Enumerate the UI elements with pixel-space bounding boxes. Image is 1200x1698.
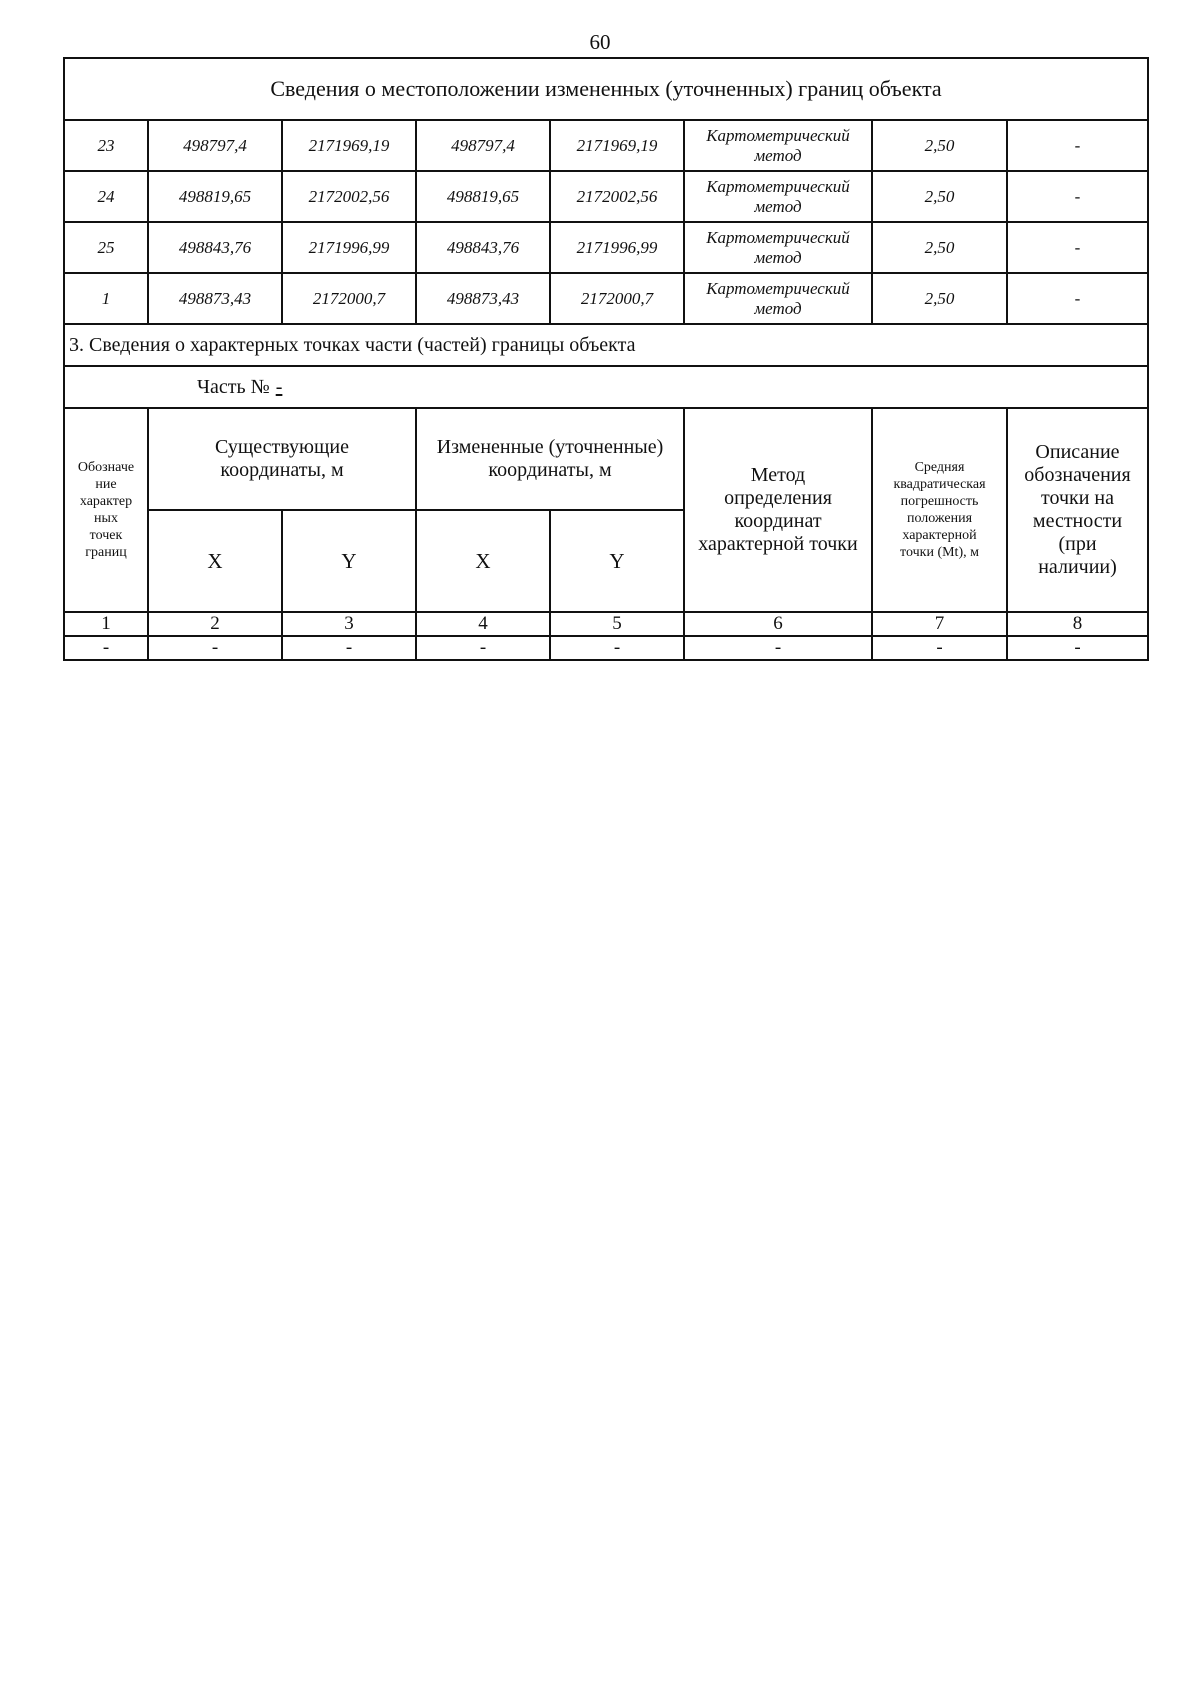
cell-existing-x: 498873,43: [148, 273, 282, 324]
cell-changed-x: 498797,4: [416, 120, 550, 171]
boundary-table: [63, 57, 1149, 661]
page-number: 60: [589, 30, 611, 54]
cell-description: -: [1007, 222, 1148, 273]
cell-point: 25: [64, 222, 148, 273]
header-line: Обозначе: [77, 460, 135, 475]
cell-existing-x: 498843,76: [148, 222, 282, 273]
cell-changed-y: 2172002,56: [550, 171, 684, 222]
cell-changed-x: 498819,65: [416, 171, 550, 222]
method-line: Картометрический: [706, 176, 850, 196]
empty-cell: -: [282, 636, 416, 660]
cell-description: -: [1007, 120, 1148, 171]
header-changed-y: Y: [550, 510, 684, 612]
cell-method: [684, 273, 872, 324]
header-line: местности: [1032, 510, 1123, 532]
part-value: -: [275, 375, 283, 398]
header-line: характерной: [902, 528, 977, 543]
cell-existing-y: 2172000,7: [282, 273, 416, 324]
cell-method: [684, 222, 872, 273]
cell-point: 24: [64, 171, 148, 222]
empty-cell: -: [148, 636, 282, 660]
header-line: координаты, м: [488, 459, 612, 481]
header-line: точки (Mt), м: [900, 545, 979, 560]
empty-cell: -: [550, 636, 684, 660]
cell-existing-y: 2172002,56: [282, 171, 416, 222]
column-number: 1: [64, 612, 148, 636]
cell-method: [684, 171, 872, 222]
header-line: точки на: [1040, 487, 1115, 509]
header-changed-x: X: [416, 510, 550, 612]
header-line: квадратическая: [893, 477, 986, 492]
header-line: ние: [95, 477, 117, 492]
table-row: [64, 171, 1148, 222]
cell-changed-y: 2172000,7: [550, 273, 684, 324]
header-point-designation: [64, 408, 148, 612]
empty-cell: -: [64, 636, 148, 660]
header-line: Измененные (уточненные): [436, 436, 664, 458]
header-changed-coords: [416, 408, 684, 510]
header-line: границ: [85, 545, 127, 560]
method-line: метод: [754, 196, 802, 216]
table-row: [64, 273, 1148, 324]
method-line: Картометрический: [706, 125, 850, 145]
part-label: Часть №: [197, 375, 270, 398]
cell-point: 1: [64, 273, 148, 324]
header-line: Описание: [1035, 441, 1120, 463]
header-line: координаты, м: [220, 459, 344, 481]
empty-data-row: [64, 636, 1148, 660]
header-line: наличии): [1038, 556, 1117, 578]
header-line: Существующие: [215, 436, 349, 458]
method-line: метод: [754, 247, 802, 267]
table-row: [64, 222, 1148, 273]
column-number: 6: [684, 612, 872, 636]
header-accuracy: [872, 408, 1007, 612]
cell-method: [684, 120, 872, 171]
section-3-title: 3. Сведения о характерных точках части (частей) границы объекта: [64, 324, 1148, 366]
header-line: Средняя: [914, 460, 965, 475]
cell-accuracy: 2,50: [872, 273, 1007, 324]
empty-cell: -: [684, 636, 872, 660]
empty-cell: -: [872, 636, 1007, 660]
cell-accuracy: 2,50: [872, 222, 1007, 273]
method-line: метод: [754, 298, 802, 318]
header-existing-y: Y: [282, 510, 416, 612]
header-line: (при: [1058, 533, 1097, 555]
cell-changed-x: 498843,76: [416, 222, 550, 273]
header-line: Метод: [750, 464, 806, 486]
cell-existing-y: 2171996,99: [282, 222, 416, 273]
method-line: Картометрический: [706, 227, 850, 247]
cell-changed-x: 498873,43: [416, 273, 550, 324]
empty-cell: -: [1007, 636, 1148, 660]
header-line: определения: [724, 487, 832, 509]
cell-description: -: [1007, 273, 1148, 324]
header-line: положения: [906, 511, 973, 526]
header-existing-coords: [148, 408, 416, 510]
column-number: 4: [416, 612, 550, 636]
column-number: 3: [282, 612, 416, 636]
cell-existing-x: 498797,4: [148, 120, 282, 171]
column-number: 5: [550, 612, 684, 636]
cell-accuracy: 2,50: [872, 171, 1007, 222]
column-number: 2: [148, 612, 282, 636]
header-line: характерной точки: [698, 533, 858, 555]
header-method: [684, 408, 872, 612]
column-numbers-row: [64, 612, 1148, 636]
header-existing-x: X: [148, 510, 282, 612]
header-line: обозначения: [1024, 464, 1131, 486]
cell-changed-y: 2171969,19: [550, 120, 684, 171]
banner-title: Сведения о местоположении измененных (уточненных) границ объекта: [64, 58, 1148, 120]
header-line: погрешность: [900, 494, 979, 509]
method-line: Картометрический: [706, 278, 850, 298]
header-description: [1007, 408, 1148, 612]
cell-description: -: [1007, 171, 1148, 222]
header-line: точек: [89, 528, 123, 543]
column-number: 8: [1007, 612, 1148, 636]
cell-existing-x: 498819,65: [148, 171, 282, 222]
cell-existing-y: 2171969,19: [282, 120, 416, 171]
column-number: 7: [872, 612, 1007, 636]
cell-point: 23: [64, 120, 148, 171]
method-line: метод: [754, 145, 802, 165]
header-line: координат: [734, 510, 822, 532]
header-line: ных: [94, 511, 118, 526]
table-row: [64, 120, 1148, 171]
header-line: характер: [79, 494, 133, 509]
cell-accuracy: 2,50: [872, 120, 1007, 171]
part-number-row: [64, 366, 1148, 408]
cell-changed-y: 2171996,99: [550, 222, 684, 273]
empty-cell: -: [416, 636, 550, 660]
